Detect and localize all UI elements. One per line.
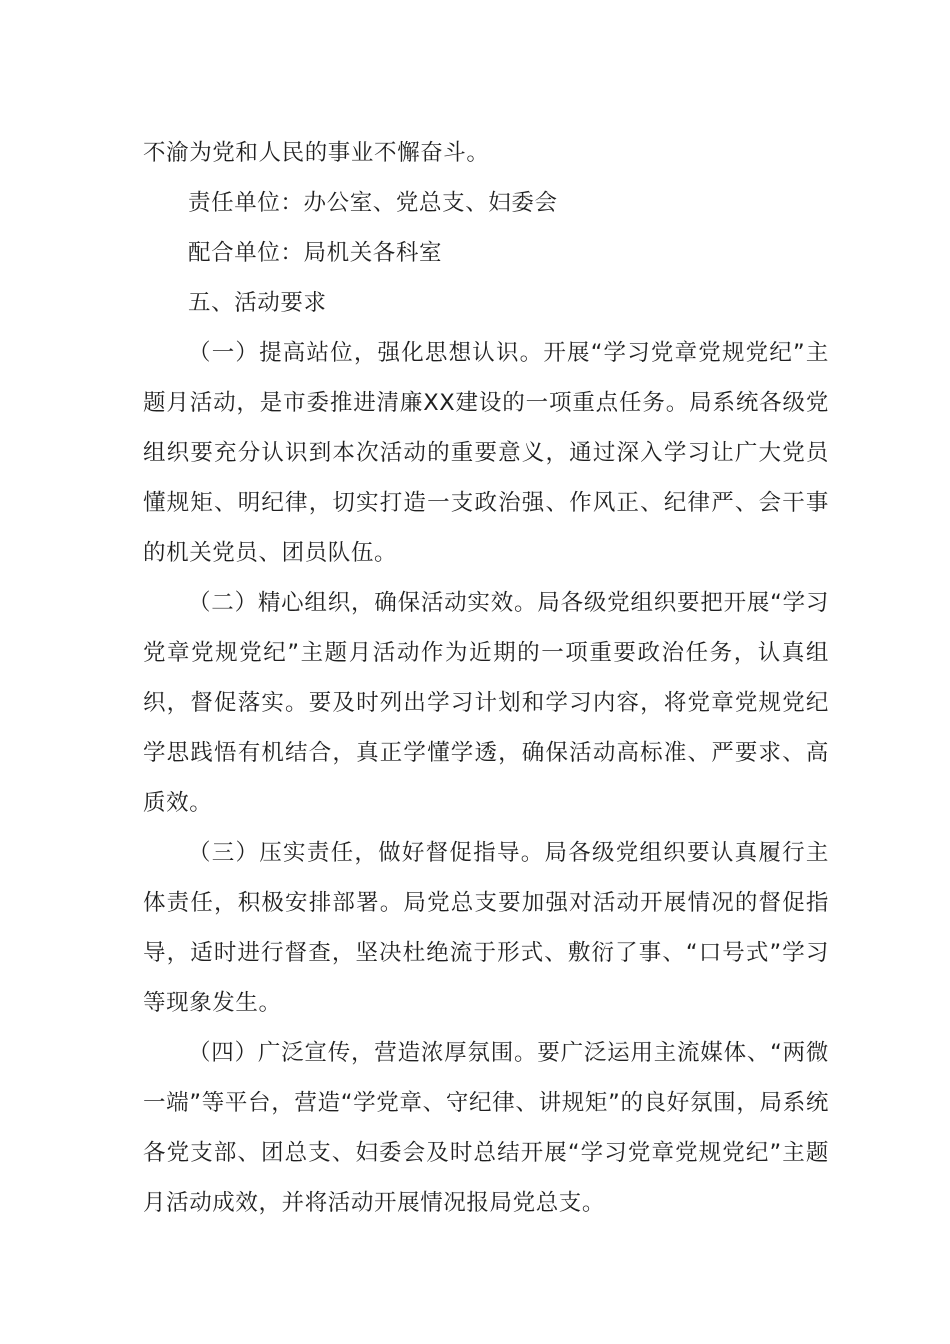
requirement-paragraph-3: （三）压实责任，做好督促指导。局各级党组织要认真履行主体责任，积极安排部署。局党总支要加强对活动开展情况的督促指导，适时进行督查，坚决杜绝流于形式、敷衍了事、“口号式”学习等现象发生。 — [143, 840, 829, 1016]
requirement-paragraph-2: （二）精心组织，确保活动实效。局各级党组织要把开展“学习党章党规党纪”主题月活动作为近期的一项重要政治任务，认真组织，督促落实。要及时列出学习计划和学习内容，将党章党规党纪学思践悟有机结合，真正学懂学透，确保活动高标准、严要求、高质效。 — [143, 590, 829, 816]
section-heading-activity-requirements: 五、活动要求 — [188, 290, 327, 316]
requirement-paragraph-4: （四）广泛宣传，营造浓厚氛围。要广泛运用主流媒体、“两微一端”等平台，营造“学党章、守纪律、讲规矩”的良好氛围，局系统各党支部、团总支、妇委会及时总结开展“学习党章党规党纪”主题月活动成效，并将活动开展情况报局党总支。 — [143, 1040, 829, 1216]
requirement-paragraph-1: （一）提高站位，强化思想认识。开展“学习党章党规党纪”主题月活动，是市委推进清廉XX建设的一项重点任务。局系统各级党组织要充分认识到本次活动的重要意义，通过深入学习让广大党员懂规矩、明纪律，切实打造一支政治强、作风正、纪律严、会干事的机关党员、团员队伍。 — [143, 340, 829, 566]
paragraph-continuation: 不渝为党和人民的事业不懈奋斗。 — [143, 140, 490, 166]
cooperating-unit-line: 配合单位：局机关各科室 — [188, 240, 443, 266]
responsible-unit-line: 责任单位：办公室、党总支、妇委会 — [188, 190, 558, 216]
document-body — [143, 128, 829, 1228]
